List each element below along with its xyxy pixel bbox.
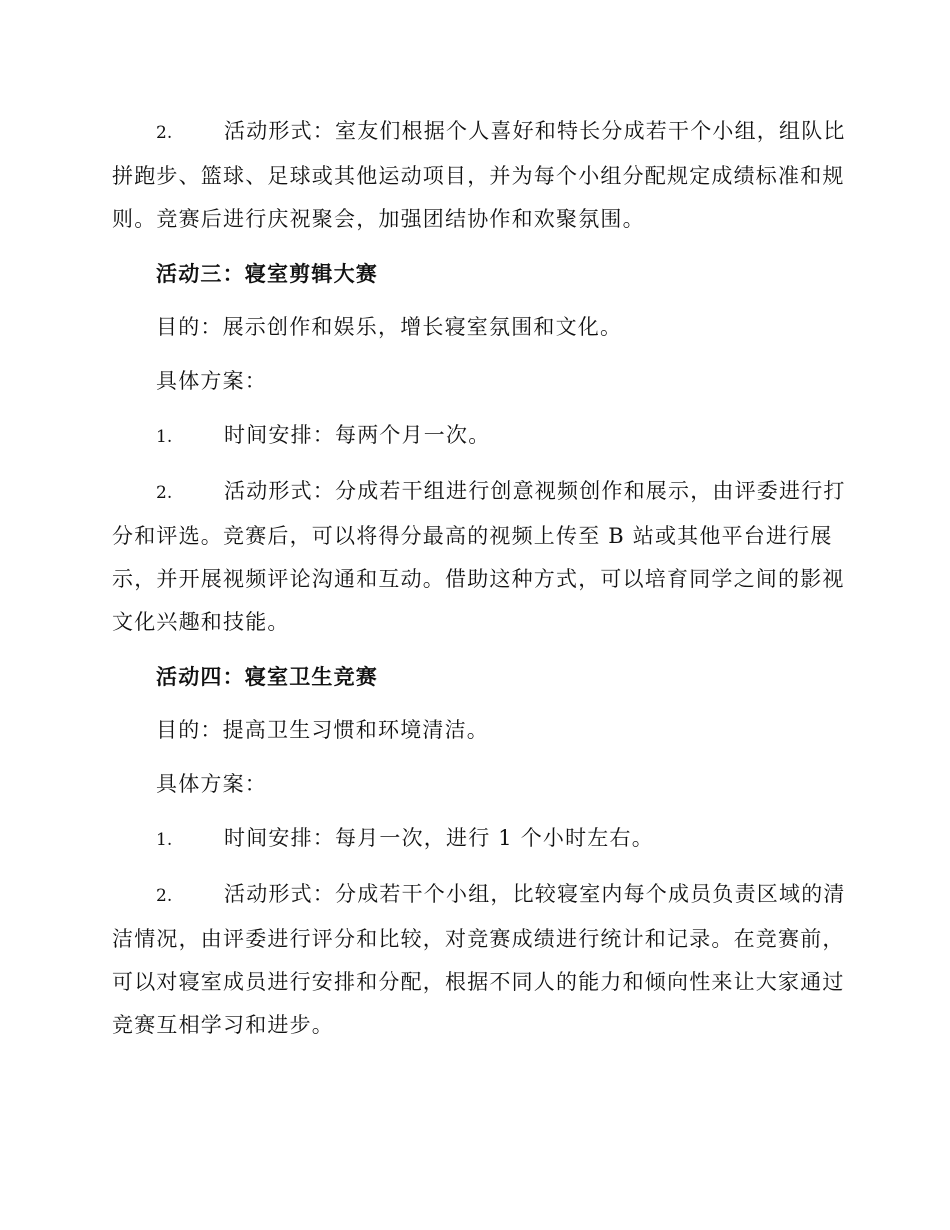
- list-number: 1.: [156, 830, 173, 850]
- activity4-item1: [112, 817, 840, 862]
- list-item-text: 时间安排：每两个月一次。: [224, 423, 491, 447]
- activity4-section: [112, 655, 840, 698]
- paragraph-line: 竞赛互相学习和进步。: [112, 1013, 334, 1037]
- activity2-item2-paragraph: [112, 110, 846, 241]
- list-item-text: 时间安排：每月一次，进行 1 个小时左右。: [224, 826, 654, 850]
- section-heading: 活动三：寝室剪辑大赛: [156, 261, 378, 286]
- list-number: 2.: [156, 123, 173, 143]
- paragraph-line: 文化兴趣和技能。: [112, 610, 290, 634]
- activity3-section: [112, 252, 840, 295]
- paragraph-line: 可以对寝室成员进行安排和分配，根据不同人的能力和倾向性来让大家通过: [112, 970, 845, 994]
- purpose-text: 目的：提高卫生习惯和环境清洁。: [156, 718, 489, 742]
- activity4-item2: [112, 873, 846, 1047]
- list-number: 2.: [156, 886, 173, 906]
- activity3-item1: [112, 414, 840, 459]
- paragraph-line: [112, 110, 846, 155]
- plan-label: 具体方案：: [156, 369, 267, 393]
- paragraph-text: 活动形式：分成若干个小组，比较寝室内每个成员负责区域的清: [224, 882, 846, 906]
- section-heading: 活动四：寝室卫生竞赛: [156, 664, 378, 689]
- list-number: 2.: [156, 483, 173, 503]
- paragraph-text: 活动形式：分成若干组进行创意视频创作和展示，由评委进行打: [224, 479, 846, 503]
- activity3-item2: [112, 470, 846, 644]
- paragraph-line: 拼跑步、篮球、足球或其他运动项目，并为每个小组分配规定成绩标准和规: [112, 164, 845, 188]
- plan-label: 具体方案：: [156, 772, 267, 796]
- purpose-text: 目的：展示创作和娱乐，增长寝室氛围和文化。: [156, 315, 623, 339]
- paragraph-line: 洁情况，由评委进行评分和比较，对竞赛成绩进行统计和记录。在竞赛前，: [112, 927, 845, 951]
- paragraph-line: 示，并开展视频评论沟通和互动。借助这种方式，可以培育同学之间的影视: [112, 567, 845, 591]
- list-number: 1.: [156, 427, 173, 447]
- paragraph-line: 分和评选。竞赛后，可以将得分最高的视频上传至 B 站或其他平台进行展: [112, 524, 833, 548]
- paragraph-text: 活动形式：室友们根据个人喜好和特长分成若干个小组，组队比: [224, 119, 846, 143]
- paragraph-line: 则。竞赛后进行庆祝聚会，加强团结协作和欢聚氛围。: [112, 207, 645, 231]
